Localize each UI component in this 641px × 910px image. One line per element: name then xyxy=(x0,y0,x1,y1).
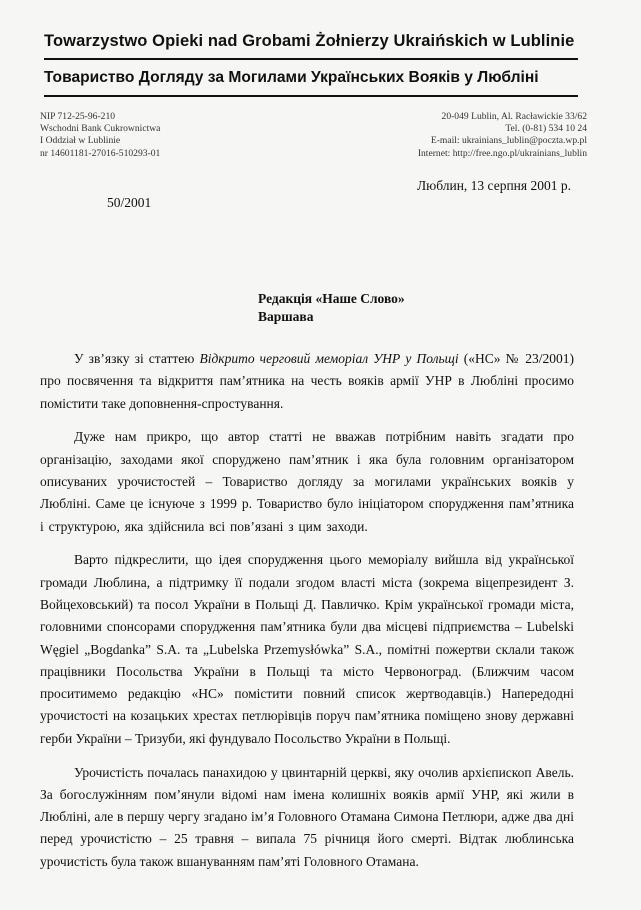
recipient xyxy=(258,290,405,326)
contact-website: Internet: http://free.ngo.pl/ukrainians_lublin xyxy=(417,147,587,159)
header-rule-bottom xyxy=(44,95,578,97)
reference-number: 50/2001 xyxy=(107,195,152,210)
recipient-city: Варшава xyxy=(258,309,314,324)
letter-date: Люблин, 13 серпня 2001 р. xyxy=(416,178,571,193)
header-rule-top xyxy=(44,58,578,60)
bank-info xyxy=(40,111,160,160)
contact-address: 20-049 Lublin, Al. Racławickie 33/62 xyxy=(441,111,587,122)
contact-info xyxy=(418,111,587,160)
paragraph-4: Урочистість почалась панахидою у цвинтарній церкві, яку очолив архієпископ Авель. За богослужінням пом’янули відомі нам імена колишніх вояків армії УНР, які жили в Любліні, але в першу чергу згадано ім’я Головного Отамана Симона Петлюри, адже два дні перед урочистістю – 25 травня – випала 75 річниця його смерті. Відтак люблинська урочистість була також вшануванням пам’яті Головного Отамана. xyxy=(40,764,574,869)
paragraph-1 xyxy=(40,348,574,415)
paragraph-3: Варто підкреслити, що ідея спорудження цього меморіалу вийшла від української громади Люблина, а підтримку її подали згодом власті міста (зокрема віцепрезидент З. Войцеховський) та посол України в Польщі Д. Павличко. Крім української громади міста, головними спонсорами спорудження пам’ятника були два місцеві підприємства – Lubelski Węgiel „Bogdanka” S.A. та „Lubelska Przemysłówka” S.A., помітні пожертви склали також працівники Посольства України в Польщі та місто Червоноград. (Ближчим часом проситимемо редакцію «НС» помістити повний список жертводавців.) Напередодні урочистості на козацьких хрестах петлюрівців поруч пам’ятника поміщено знову державні герби України – Тризуби, які фундувало Посольство України в Польщі. xyxy=(40,552,574,746)
paragraph-2: Дуже нам прикро, що автор статті не вважав потрібним навіть згадати про організацію, заходами якої споруджено пам’ятник і яка була головним організатором описуваних урочистостей – Товариство догляду за могилами українських вояків у Любліні. Саме це існуюче з 1999 р. Товариство було ініціатором спорудження пам’ятника і структурою, яка здійснила всі пов’язані з цим заходи. xyxy=(40,429,574,534)
contact-phone: Tel. (0-81) 534 10 24 xyxy=(505,123,587,135)
paragraph-1-lead: У зв’язку зі статтею xyxy=(74,351,200,366)
letter-body xyxy=(40,348,574,885)
article-title: Відкрито черговий меморіал УНР у Польщі xyxy=(199,351,459,366)
bank-info-line: NIP 712-25-96-210 xyxy=(40,111,116,122)
bank-info-line: I Oddział w Lublinie xyxy=(40,135,121,147)
recipient-name: Редакція «Наше Слово» xyxy=(258,291,405,306)
bank-info-line: nr 14601181-27016-510293-01 xyxy=(40,147,161,159)
organization-name-polish: Towarzystwo Opieki nad Grobami Żołnierzy Ukraińskich w Lublinie xyxy=(44,32,575,50)
paragraph-1-rest: («НС» № 23/2001) про посвячення та відкриття пам’ятника на честь вояків армії УНР в Любліні просимо помістити таке доповнення-спростування. xyxy=(40,351,574,411)
organization-name-ukrainian: Товариство Догляду за Могилами Українських Вояків у Любліні xyxy=(44,69,539,86)
contact-email: E-mail: ukrainians_lublin@poczta.wp.pl xyxy=(430,135,587,147)
bank-info-line: Wschodni Bank Cukrownictwa xyxy=(40,123,161,135)
